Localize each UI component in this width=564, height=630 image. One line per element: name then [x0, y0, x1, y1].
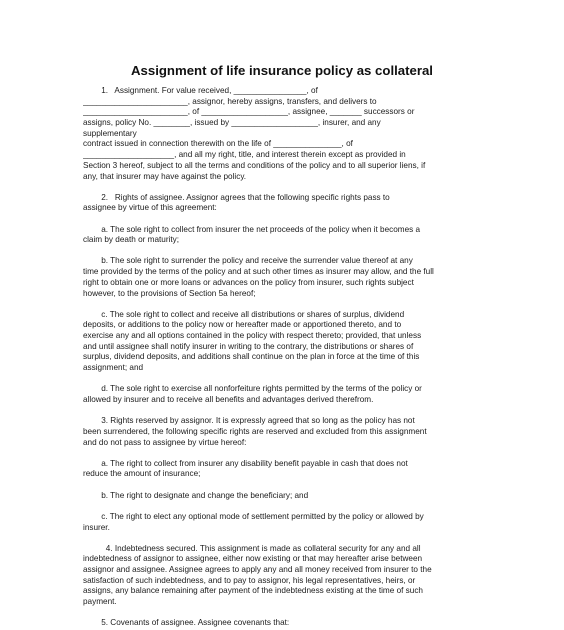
section-5-covenants — [83, 618, 503, 629]
paragraph-spacer — [83, 246, 503, 257]
paragraph-spacer — [83, 608, 503, 619]
paragraph-spacer — [83, 480, 503, 491]
text-line: deposits, or additions to the policy now or hereafter made or apportioned thereto, and to — [83, 320, 402, 330]
paragraph-spacer — [83, 374, 503, 385]
section-2c — [83, 310, 503, 374]
text-line: and until assignee shall notify insurer in writing to the contrary, the distributions or shares of — [83, 341, 414, 351]
text-line: payment. — [83, 597, 117, 607]
section-2b — [83, 256, 503, 299]
text-line: 4. Indebtedness secured. This assignment is made as collateral security for any and all — [83, 543, 421, 553]
text-line: 2. Rights of assignee. Assignor agrees that the following specific rights pass to — [83, 192, 390, 202]
text-line: _______________________, of ___________________, assignee, _______ successors or — [83, 107, 415, 117]
text-line: 3. Rights reserved by assignor. It is expressly agreed that so long as the policy has not — [83, 416, 415, 426]
section-3a — [83, 459, 503, 480]
paragraph-spacer — [83, 406, 503, 417]
text-line: 5. Covenants of assignee. Assignee covenants that: — [83, 618, 290, 628]
text-line: been surrendered, the following specific rights are reserved and excluded from this assignment — [83, 426, 427, 436]
text-line: claim by death or maturity; — [83, 235, 180, 245]
text-line: 1. Assignment. For value received, ________________, of — [83, 86, 318, 95]
text-line: assigns, policy No. ________, issued by ___________________, insurer, and any — [83, 118, 381, 128]
text-line: right to obtain one or more loans or advances on the policy from insurer, such rights subject — [83, 277, 414, 287]
section-2d — [83, 384, 503, 405]
text-line: assigns, any balance remaining after payment of the indebtedness existing at the time of such — [83, 586, 423, 596]
text-line: c. The sole right to collect and receive all distributions or shares of surplus, dividend — [83, 309, 405, 319]
paragraph-spacer — [83, 214, 503, 225]
text-line: a. The right to collect from insurer any disability benefit payable in cash that does not — [83, 458, 408, 468]
document-body — [83, 86, 503, 629]
text-line: time provided by the terms of the policy and at such other times as insurer may allow, and the full — [83, 267, 434, 277]
text-line: exercise any and all options contained in the policy with respect thereto; provided, that unless — [83, 331, 422, 341]
paragraph-spacer — [83, 182, 503, 193]
text-line: ____________________, and all my right, title, and interest therein except as provided in — [83, 150, 406, 160]
section-4-indebtedness — [83, 544, 503, 608]
section-1-assignment — [83, 86, 503, 182]
text-line: contract issued in connection therewith on the life of _______________, of — [83, 139, 353, 149]
text-line: a. The sole right to collect from insurer the net proceeds of the policy when it becomes a — [83, 224, 421, 234]
text-line: b. The sole right to surrender the policy and receive the surrender value thereof at any — [83, 256, 413, 266]
text-line: however, to the provisions of Section 5a hereof; — [83, 288, 256, 298]
section-3c — [83, 512, 503, 533]
paragraph-spacer — [83, 501, 503, 512]
text-line: insurer. — [83, 522, 110, 532]
text-line: Section 3 hereof, subject to all the terms and conditions of the policy and to all superior liens, if — [83, 160, 426, 170]
text-line: supplementary — [83, 128, 137, 138]
text-line: d. The sole right to exercise all nonforfeiture rights permitted by the terms of the policy or — [83, 384, 422, 394]
text-line: assignee by virtue of this agreement: — [83, 203, 217, 213]
section-3-rights-reserved — [83, 416, 503, 448]
text-line: surplus, dividend deposits, and additions shall continue on the plan in force at the time of this — [83, 352, 420, 362]
paragraph-spacer — [83, 448, 503, 459]
text-line: c. The right to elect any optional mode of settlement permitted by the policy or allowed by — [83, 511, 424, 521]
text-line: assignor and assignee. Assignee agrees to apply any and all money received from insurer to the — [83, 565, 432, 575]
text-line: any, that insurer may have against the policy. — [83, 171, 247, 181]
text-line: _______________________, assignor, hereby assigns, transfers, and delivers to — [83, 96, 377, 106]
text-line: b. The right to designate and change the beneficiary; and — [83, 490, 309, 500]
text-line: indebtedness of assignor to assignee, either now existing or that may hereafter arise between — [83, 554, 423, 564]
text-line: allowed by insurer and to receive all benefits and advantages derived therefrom. — [83, 395, 374, 404]
document-title: Assignment of life insurance policy as collateral — [131, 63, 433, 78]
text-line: reduce the amount of insurance; — [83, 469, 201, 479]
paragraph-spacer — [83, 533, 503, 544]
section-3b — [83, 491, 503, 502]
section-2-rights-of-assignee — [83, 193, 503, 214]
section-2a — [83, 225, 503, 246]
text-line: satisfaction of such indebtedness, and to pay to assignor, his legal representatives, heirs, or — [83, 575, 416, 585]
text-line: and do not pass to assignee by virtue hereof: — [83, 437, 247, 447]
text-line: assignment; and — [83, 363, 144, 373]
paragraph-spacer — [83, 299, 503, 310]
